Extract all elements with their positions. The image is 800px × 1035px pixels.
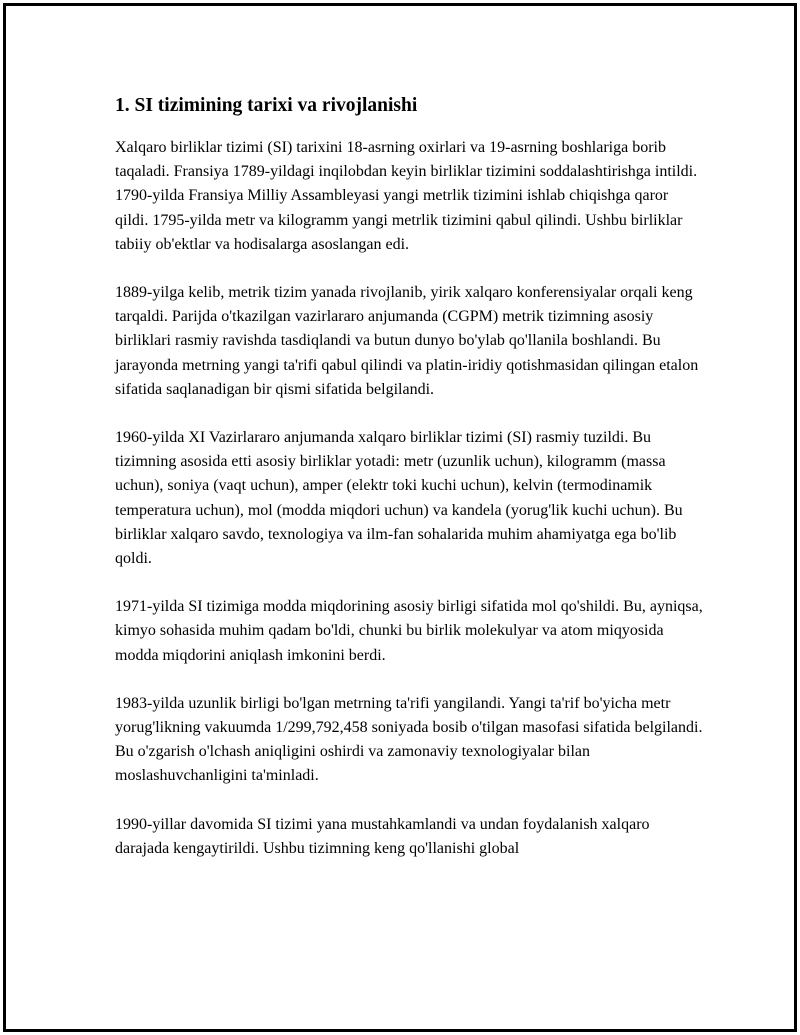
document-body xyxy=(115,92,705,885)
paragraph-3: 1960-yilda XI Vazirlararo anjumanda xalqaro birliklar tizimi (SI) rasmiy tuzildi. Bu tizimning asosida etti asosiy birliklar yotadi: metr (uzunlik uchun), kilogramm (massa uchun), soniya (vaqt uchun), amper (elektr toki kuchi uchun), kelvin (termodinamik temperatura uchun), mol (modda miqdori uchun) va kandela (yorug'lik kuchi uchun). Bu birliklar xalqaro savdo, texnologiya va ilm-fan sohalarida muhim ahamiyatga ega bo'lib qoldi. xyxy=(115,429,683,568)
paragraph-5: 1983-yilda uzunlik birligi bo'lgan metrning ta'rifi yangilandi. Yangi ta'rif bo'yicha metr yorug'likning vakuumda 1/299,792,458 soniyada bosib o'tilgan masofasi sifatida belgilandi. Bu o'zgarish o'lchash aniqligini oshirdi va zamonaviy texnologiyalar bilan moslashuvchanligini ta'minladi. xyxy=(115,694,703,785)
paragraph-4: 1971-yilda SI tizimiga modda miqdorining asosiy birligi sifatida mol qo'shildi. Bu, ayniqsa, kimyo sohasida muhim qadam bo'ldi, chunki bu birlik molekulyar va atom miqyosida modda miqdorini aniqlash imkonini berdi. xyxy=(115,598,703,664)
paragraph-6: 1990-yillar davomida SI tizimi yana mustahkamlandi va undan foydalanish xalqaro darajada kengaytirildi. Ushbu tizimning keng qo'llanishi global xyxy=(115,815,650,857)
paragraph-1: Xalqaro birliklar tizimi (SI) tarixini 18-asrning oxirlari va 19-asrning boshlariga borib taqaladi. Fransiya 1789-yildagi inqilobdan keyin birliklar tizimini soddalashtirishga intildi. 1790-yilda Fransiya Milliy Assambleyasi yangi metrlik tizimini ishlab chiqishga qaror qildi. 1795-yilda metr va kilogramm yangi metrlik tizimini qabul qilindi. Ushbu birliklar tabiiy ob'ektlar va hodisalarga asoslangan edi. xyxy=(115,139,698,253)
document-title: 1. SI tizimining tarixi va rivojlanishi xyxy=(115,95,418,116)
paragraph-2: 1889-yilga kelib, metrik tizim yanada rivojlanib, yirik xalqaro konferensiyalar orqali keng tarqaldi. Parijda o'tkazilgan vazirlararo anjumanda (CGPM) metrik tizimning asosiy birliklari rasmiy ravishda tasdiqlandi va butun dunyo bo'ylab qo'llanila boshlandi. Bu jarayonda metrning yangi ta'rifi qabul qilindi va platin-iridiy qotishmasidan qilingan etalon sifatida saqlanadigan bir qismi sifatida belgilandi. xyxy=(115,284,699,398)
